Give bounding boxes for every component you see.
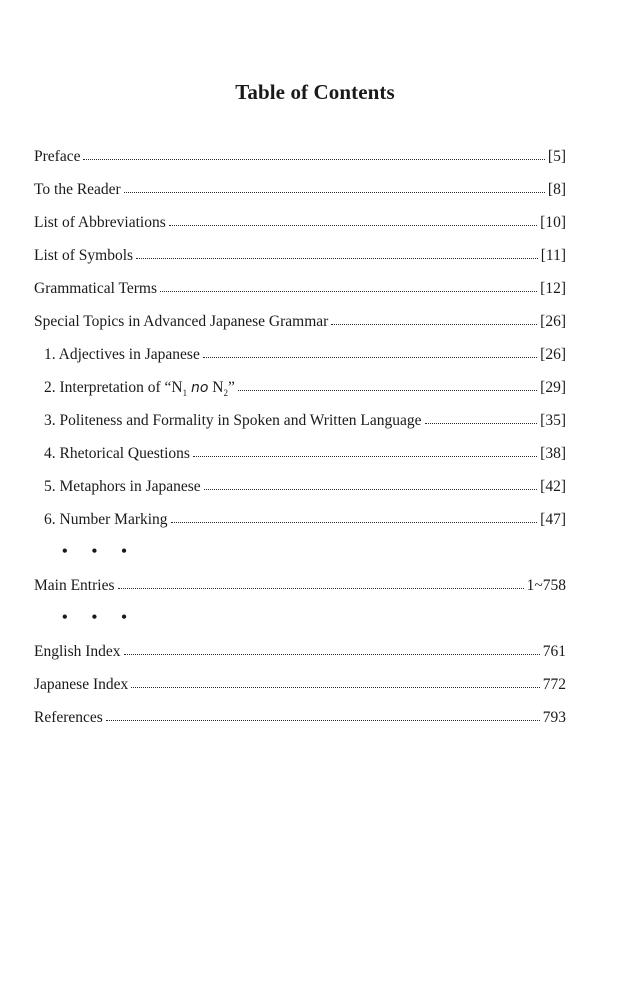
toc-entry-page: 761 [542, 643, 566, 660]
toc-entry-label: Preface [34, 148, 81, 165]
toc-entry-grammatical-terms[interactable] [34, 280, 566, 313]
label-prefix: 2. Interpretation of “N [44, 379, 183, 396]
toc-entry-page: [38] [540, 445, 566, 462]
toc-entry-special-topics[interactable] [34, 313, 566, 346]
toc-entry-references[interactable] [34, 709, 566, 742]
toc-entry-page: [42] [540, 478, 566, 495]
toc-entry-list-of-abbreviations[interactable] [34, 214, 566, 247]
toc-entry-page: 1~758 [526, 577, 566, 594]
subscript-1: 1 [182, 388, 188, 399]
dot-leader [83, 151, 544, 161]
toc-subentry-metaphors[interactable] [34, 478, 566, 511]
dot-leader [106, 712, 540, 722]
toc-entry-page: 793 [542, 709, 566, 726]
dot-leader [203, 349, 537, 359]
dot-leader [204, 481, 537, 491]
toc-entry-page: [10] [540, 214, 566, 231]
toc-entry-label [34, 379, 235, 398]
toc-entry-list-of-symbols[interactable] [34, 247, 566, 280]
label-n2: N [212, 379, 224, 396]
subscript-2: 2 [223, 388, 228, 399]
toc-entry-main-entries[interactable] [34, 577, 566, 610]
toc-entry-label: List of Symbols [34, 247, 134, 264]
ellipsis-separator [34, 544, 566, 577]
dot-leader [118, 580, 524, 590]
dot-leader [131, 679, 540, 689]
toc-entry-page: [5] [547, 148, 566, 165]
toc-list [34, 148, 566, 742]
dot-leader [193, 448, 537, 458]
toc-subentry-number-marking[interactable] [34, 511, 566, 544]
toc-entry-english-index[interactable] [34, 643, 566, 676]
toc-entry-label: List of Abbreviations [34, 214, 166, 231]
ellipsis-separator [34, 610, 566, 643]
label-suffix: ” [228, 379, 235, 396]
toc-subentry-adjectives[interactable] [34, 346, 566, 379]
toc-entry-page: [29] [540, 379, 566, 396]
dot-leader [169, 217, 537, 227]
toc-entry-page: [26] [540, 313, 566, 330]
toc-entry-to-the-reader[interactable] [34, 181, 566, 214]
dot-leader [136, 250, 538, 260]
toc-entry-page: [47] [540, 511, 566, 528]
toc-entry-japanese-index[interactable] [34, 676, 566, 709]
page-title: Table of Contents [235, 80, 395, 104]
toc-subentry-interpretation[interactable] [34, 379, 566, 412]
toc-entry-label: 4. Rhetorical Questions [44, 445, 190, 462]
toc-entry-label: Japanese Index [34, 676, 129, 693]
dot-leader [238, 382, 537, 392]
dot-leader [425, 415, 538, 425]
toc-entry-page: [26] [540, 346, 566, 363]
toc-entry-label: References [34, 709, 103, 726]
toc-subentry-politeness[interactable] [34, 412, 566, 445]
toc-entry-label: Special Topics in Advanced Japanese Grammar [34, 313, 329, 330]
dot-leader [160, 283, 537, 293]
toc-entry-label: 5. Metaphors in Japanese [44, 478, 201, 495]
toc-entry-preface[interactable] [34, 148, 566, 181]
toc-entry-page: [8] [547, 181, 566, 198]
dot-leader [331, 316, 537, 326]
toc-entry-label: Main Entries [34, 577, 115, 594]
dot-leader [171, 514, 538, 524]
toc-subentry-rhetorical-questions[interactable] [34, 445, 566, 478]
ellipsis-dots: • • • [62, 609, 137, 626]
toc-entry-page: 772 [542, 676, 566, 693]
label-particle: no [190, 380, 209, 396]
toc-entry-page: [12] [540, 280, 566, 297]
toc-entry-label: English Index [34, 643, 121, 660]
toc-entry-label: Grammatical Terms [34, 280, 158, 297]
dot-leader [124, 646, 540, 656]
toc-entry-label: 6. Number Marking [44, 511, 168, 528]
toc-entry-label: 3. Politeness and Formality in Spoken and Written Language [44, 412, 422, 429]
toc-entry-label: To the Reader [34, 181, 121, 198]
toc-entry-page: [35] [540, 412, 566, 429]
ellipsis-dots: • • • [62, 543, 137, 560]
dot-leader [124, 184, 545, 194]
toc-entry-page: [11] [540, 247, 566, 264]
toc-entry-label: 1. Adjectives in Japanese [44, 346, 200, 363]
